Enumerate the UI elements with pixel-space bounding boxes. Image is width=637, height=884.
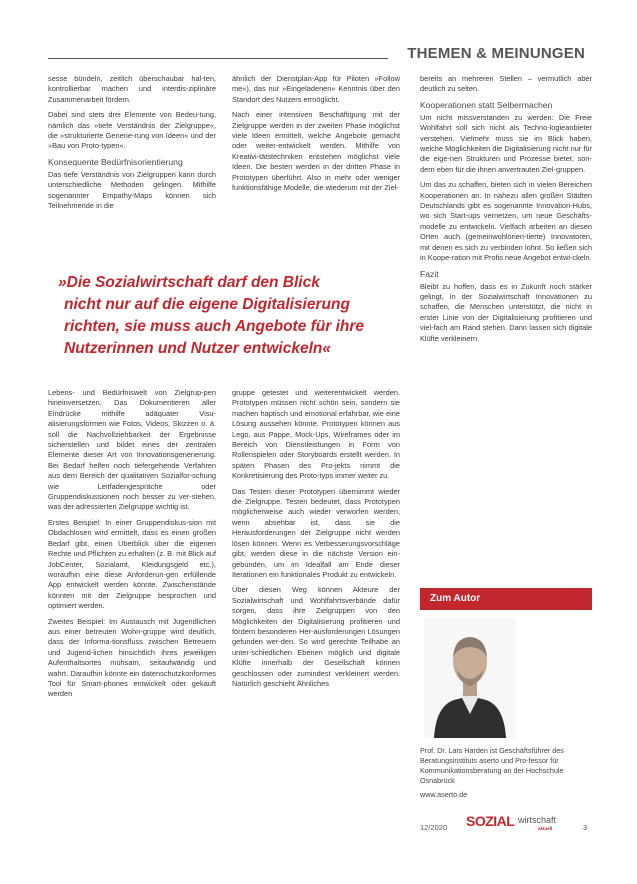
subheading: Kooperationen statt Selbermachen [420, 99, 553, 110]
magazine-logo-subtitle: aktuell [538, 826, 553, 831]
author-box [420, 588, 592, 808]
paragraph: Zweites Beispiel: Im Austausch mit Jugendlichen aus einer betreuten Wohn-gruppe wird deutlich, dass der Informa-tionsfluss zwischen Betreuern und Jugend-lichen hinsichtlich ihres jeweiligen Aufenthaltsortes mühsam, seitaufwändig und wahrt. Daraufhin könnte ein datenschutzkonformes Tool für Smart-phones entwickelt oder gekauft werden [48, 616, 216, 699]
paragraph: gruppe getestet und weiterentwickelt werden. Prototypen müssen nicht schön sein, sondern sie machen haptisch und emotional erfahrbar, wie eine Lösung aussehen könnte. Prototypen können aus Lego, aus Pappe, Mock-Ups, Wireframes oder im Bereich von Dienstleistungen in Form von Rollenspielen oder Storyboards erstellt werden. In späten Phasen des Pro-jekts nimmt die Konkretisierung des Proto-typs immer weiter zu. [232, 388, 400, 481]
subheading: Konsequente Bedürfnisorientierung [48, 156, 183, 167]
column-2-bottom [232, 388, 400, 694]
pull-quote-line: Nutzerinnen und Nutzer entwickeln« [64, 340, 331, 357]
author-portrait-icon [424, 618, 516, 738]
page-number: 3 [583, 823, 588, 832]
subheading: Fazit [420, 268, 439, 279]
column-1-top [48, 74, 216, 216]
paragraph: sesse bündeln, zeitlich überschaubar hal-ten, kontrollierbar machen und interdis-ziplinäre Zusammenarbeit fördern. [48, 74, 216, 104]
paragraph: Das Testen dieser Prototypen übernimmt wieder die Zielgruppe. Testen bedeutet, dass Prototypen möglicherweise auch wieder verworfen werden, wenn absehbar ist, dass sie die Herausforderungen der Zielgruppe nicht werden lösen können. Wenn es Verbesserungsvorschläge gibt, werden diese in die nächste Version ein-gebunden, um im Idealfall am Ende dieser Iterationen ein funktionales Produkt zu entwickeln. [232, 486, 400, 579]
column-3 [420, 74, 592, 349]
pull-quote-line: nicht nur auf die eigene Digitalisierung [64, 296, 350, 313]
issue-number: 12/2020 [420, 823, 448, 832]
author-website-link[interactable]: www.aserto.de [420, 790, 468, 799]
header-rule [48, 58, 388, 59]
paragraph: Über diesen Weg können Akteure der Sozialwirtschaft und Wohlfahrtsverbände dafür sorgen, dass ihre Zielgruppen von den Möglichkeiten der Digitalisierung profitieren und fördern besonderen Her-ausforderungen Lösungen gefunden wer-den. So wird gerechte Teilhabe an unter-schiedlichen Ebenen möglich und digitale Klüfte innerhalb der Gesellschaft können geschlossen oder zumindest verkleinert werden. Natürlich geschieht Ähnliches [232, 585, 400, 688]
author-bio: Prof. Dr. Lars Harden ist Geschäftsführer des Beratungsinstituts aserto und Pro-fessor für Kommunikationsberatung an der Hochschule Osnabrück [420, 746, 564, 785]
paragraph: Dabei sind stets drei Elemente von Bedeu-tung, nämlich das »tiefe Verständnis der Zielgruppe«, die »strukturierte Generie-rung von Ideen« und der »Bau von Proto-typen«. [48, 110, 216, 151]
paragraph: Bleibt zu hoffen, dass es in Zukunft noch stärker gelingt, in der Sozialwirtschaft Innovationen zu schaffen, die Menschen unterstützt, die nicht in erster Linie von der Digitalisierung profitieren und viel-fach am Rand stehen. Dann lassen sich digitale Klüfte verkleinern. [420, 281, 592, 343]
pull-quote-line: »Die Sozialwirtschaft darf den Blick [58, 274, 320, 291]
section-header: THEMEN & MEINUNGEN [407, 45, 585, 62]
column-2-top [232, 74, 400, 198]
paragraph: Das tiefe Verständnis von Zielgruppen kann durch unterschiedliche Methoden gelingen. Mithilfe sogenannter Empathy-Maps können sich Teilnehmende in die [48, 169, 216, 211]
author-box-title: Zum Autor [420, 588, 592, 610]
paragraph: Nach einer intensiven Beschäftigung mit der Zielgruppe werden in der zweiten Phase möglichst viele Ideen ermittelt, welche Angebote gemacht oder weiter-entwickelt werden. Mithilfe von Kreativi-tätstechniken entstehen möglichst viele Ideen. Die besten werden in der dritten Phase in Prototypen überführt. Also in mehr oder weniger funktionsfähige Modelle, die wiederum mit der Ziel- [232, 110, 400, 193]
paragraph: Um das zu schaffen, bieten sich in vielen Bereichen Kooperationen an. In nahezu allen großen Städten Deutschlands gibt es sogenannte Innovation-Hubs, wo sich Start-ups vernetzen, um neue Geschäfts-modelle zu entwickeln. Vielfach arbeiten an diesen Orten auch (gemeinwohlorien-tierte) Innovatoren, mit denen es sich zu verbinden lohnt. So ließen sich in Koope-ration mit Profis neue Angebot entwi-ckeln. [420, 180, 592, 263]
paragraph: Erstes Beispiel: In einer Gruppendiskus-sion mit Obdachlosen wird ermittelt, dass es einen großen Bedarf gibt, einen Überblick über die eigenen Rechte und Pflichten zu erhalten (z. B. mit Blick auf JobCenter, Sozialamt, Kleidungsgeld etc.), woraufhin eine diese Anforderun-gen erfüllende App entwickelt werden könnte. Zwischenstände könnten mit der Zielgruppe besprochen und optimiert werden. [48, 517, 217, 611]
paragraph: ähnlich der Dienstplan-App für Piloten »Follow me«), das nur »Eingeladenen« Kenntnis über den Standort des Nutzers ermöglicht. [232, 74, 400, 104]
column-1-bottom [48, 388, 216, 705]
author-photo [424, 618, 516, 738]
magazine-logo: SOZIAL [466, 813, 515, 829]
paragraph: Lebens- und Bedürfniswelt von Zielgrup-pen hineinversetzen. Das Dokumentieren aller Eindrücke mithilfe adäquater Visu-alisierungsformen wie Fotos, Videos, Skizzen o. ä. soll die Nachvollziehbarkeit der Ergebnisse sicherstellen und bildet eines der zentralen Elemente dieser Art von Innovationsgenerierung. Bei Bedarf helfen noch tiefergehende Verfahren aus dem Bereich der qualitativen Sozialfor-schung wie Leitfadengespräche oder Gruppendiskussionen noch besser zu ver-stehen, was der adressierten Zielgruppe wichtig ist. [48, 388, 216, 512]
pull-quote [58, 272, 378, 360]
paragraph: Um nicht missverstanden zu werden: Die Freie Wohlfahrt soll sich nicht als Techno-logieanbieter verstehen. Vielmehr muss sie im Blick haben, welche Möglichkeiten die Digitalisierung nicht nur für die eige-nen Strukturen und Prozesse bietet, son-dern eben für die ihnen anvertrauten Ziel-gruppen. [420, 112, 592, 174]
pull-quote-line: richten, sie muss auch Angebote für ihre [64, 318, 365, 335]
magazine-logo-suffix: wirtschaft [518, 815, 557, 825]
paragraph: bereits an mehreren Stellen – vermutlich aber deutlich zu selten. [420, 74, 592, 94]
